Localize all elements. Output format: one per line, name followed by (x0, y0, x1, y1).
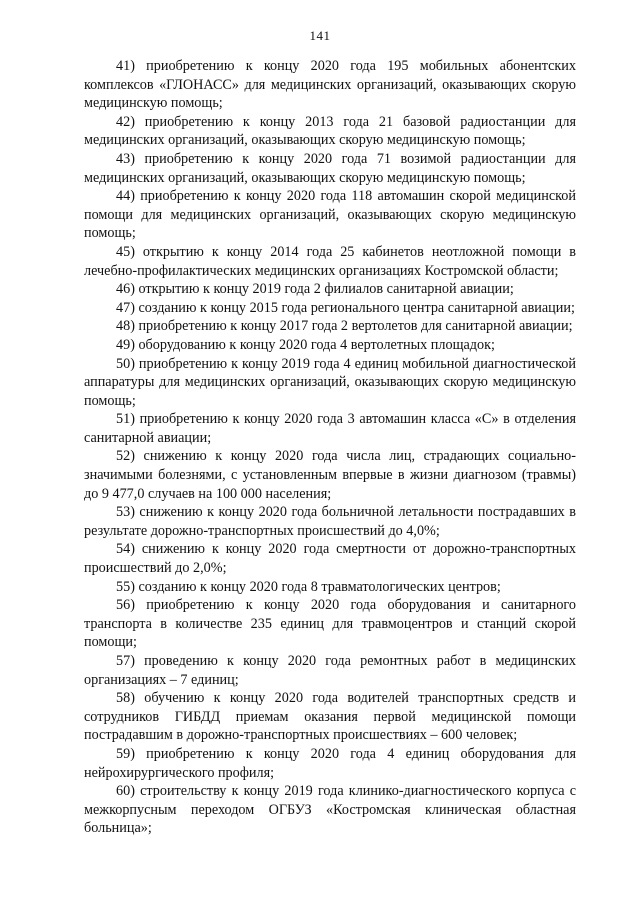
list-item-43: 43) приобретению к концу 2020 года 71 возимой радиостанции для медицинских организаций, оказывающих скорую медицинскую помощь; (84, 150, 576, 186)
list-item-44: 44) приобретению к концу 2020 года 118 автомашин скорой медицинской помощи для медицинских организаций, оказывающих скорую медицинскую помощь; (84, 188, 576, 242)
list-item-45: 45) открытию к концу 2014 года 25 кабинетов неотложной помощи в лечебно-профилактических медицинских организациях Костромской области; (84, 243, 576, 279)
list-item-60: 60) строительству к концу 2019 года клинико-диагностического корпуса с межкорпусным переходом ОГБУЗ «Костромская клиническая областная больница»; (84, 783, 576, 837)
list-item-53: 53) снижению к концу 2020 года больничной летальности пострадавших в результате дорожно-транспортных происшествий до 4,0%; (84, 504, 576, 539)
list-item-41: 41) приобретению к концу 2020 года 195 мобильных абонентских комплексов «ГЛОНАСС» для медицинских организаций, оказывающих скорую медицинскую помощь; (84, 58, 576, 112)
page-number: 141 (309, 28, 331, 43)
list-item-54: 54) снижению к концу 2020 года смертности от дорожно-транспортных происшествий до 2,0%; (84, 541, 576, 577)
list-item-56: 56) приобретению к концу 2020 года оборудования и санитарного транспорта в количестве 235 единиц для травмоцентров и станций скорой помощи; (84, 597, 576, 651)
list-item-42: 42) приобретению к концу 2013 года 21 базовой радиостанции для медицинских организаций, оказывающих скорую медицинскую помощь; (84, 113, 576, 149)
list-item-55: 55) созданию к концу 2020 года 8 травматологических центров; (116, 578, 501, 595)
list-item-47: 47) созданию к концу 2015 года регионального центра санитарной авиации; (116, 299, 575, 316)
list-item-59: 59) приобретению к концу 2020 года 4 единиц оборудования для нейрохирургического профиля; (84, 745, 576, 781)
list-item-49: 49) оборудованию к концу 2020 года 4 вертолетных площадок; (116, 336, 495, 353)
list-item-48: 48) приобретению к концу 2017 года 2 вертолетов для санитарной авиации; (116, 318, 573, 335)
list-item-46: 46) открытию к концу 2019 года 2 филиалов санитарной авиации; (116, 281, 514, 298)
list-item-50: 50) приобретению к концу 2019 года 4 единиц мобильной диагностической аппаратуры для медицинских организаций, оказывающих скорую медицинскую помощь; (84, 355, 576, 409)
list-item-51: 51) приобретению к концу 2020 года 3 автомашин класса «С» в отделения санитарной авиации; (84, 411, 576, 446)
list-item-58: 58) обучению к концу 2020 года водителей транспортных средств и сотрудников ГИБДД приемам оказания первой медицинской помощи пострадавшим в дорожно-транспортных происшествиях – 600 человек; (84, 690, 576, 744)
list-item-57: 57) проведению к концу 2020 года ремонтных работ в медицинских организациях – 7 единиц; (84, 653, 576, 688)
document-body (84, 57, 576, 838)
list-item-52: 52) снижению к концу 2020 года числа лиц, страдающих социально-значимыми болезнями, с установленным впервые в жизни диагнозом (травмы) до 9 477,0 случаев на 100 000 населения; (84, 448, 576, 502)
